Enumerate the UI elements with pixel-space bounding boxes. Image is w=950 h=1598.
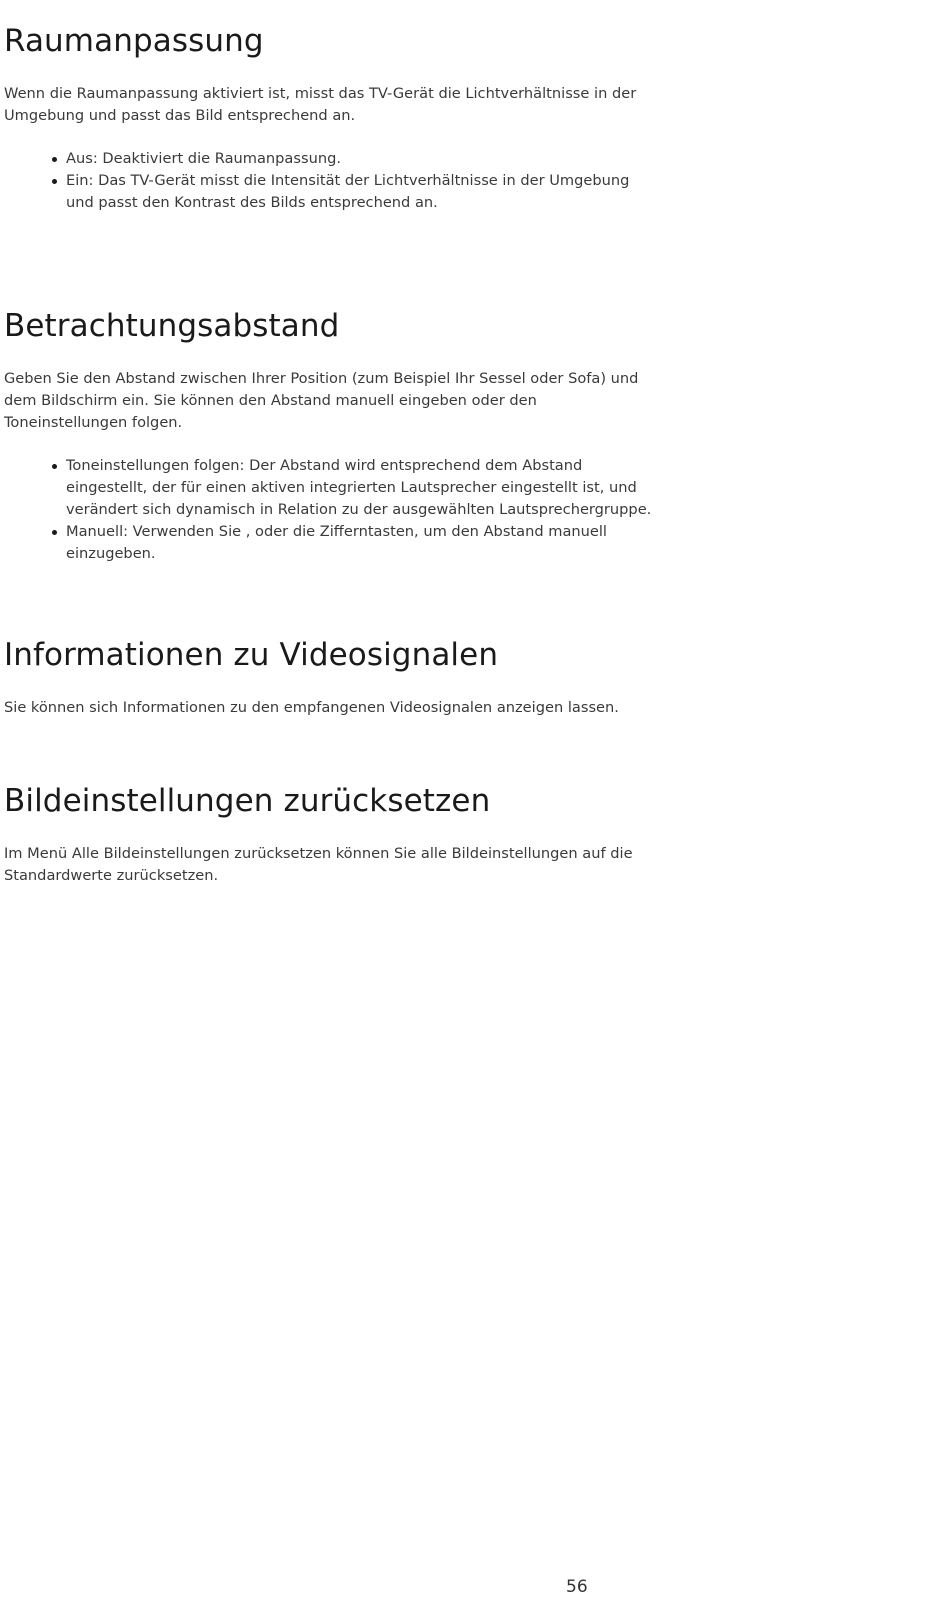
list-item: Manuell: Verwenden Sie , oder die Zifferntasten, um den Abstand manuell einzugeben. — [66, 521, 664, 565]
section-raumanpassung — [4, 22, 664, 214]
bullet-list — [4, 455, 664, 565]
section-paragraph: Wenn die Raumanpassung aktiviert ist, misst das TV-Gerät die Lichtverhältnisse in der Umgebung und passt das Bild entsprechend an. — [4, 85, 637, 124]
section-paragraph: Im Menü Alle Bildeinstellungen zurücksetzen können Sie alle Bildeinstellungen auf die Standardwerte zurücksetzen. — [4, 845, 633, 884]
list-item: Aus: Deaktiviert die Raumanpassung. — [66, 148, 664, 170]
section-bildeinstellungen-zuruecksetzen — [4, 782, 664, 887]
section-betrachtungsabstand — [4, 307, 664, 565]
section-heading: Raumanpassung — [4, 23, 264, 59]
section-heading: Bildeinstellungen zurücksetzen — [4, 783, 491, 819]
section-paragraph: Geben Sie den Abstand zwischen Ihrer Position (zum Beispiel Ihr Sessel oder Sofa) und dem Bildschirm ein. Sie können den Abstand manuell eingeben oder den Toneinstellungen folgen. — [4, 370, 639, 431]
section-heading: Betrachtungsabstand — [4, 308, 340, 344]
list-item: Toneinstellungen folgen: Der Abstand wird entsprechend dem Abstand eingestellt, der für einen aktiven integrierten Lautsprecher eingestellt ist, und verändert sich dynamisch in Relation zu der ausgewählten Lautsprechergruppe. — [66, 455, 664, 521]
page-number: 56 — [566, 1577, 588, 1597]
section-paragraph: Sie können sich Informationen zu den empfangenen Videosignalen anzeigen lassen. — [4, 699, 619, 716]
section-heading: Informationen zu Videosignalen — [4, 637, 499, 673]
list-item: Ein: Das TV-Gerät misst die Intensität der Lichtverhältnisse in der Umgebung und passt den Kontrast des Bilds entsprechend an. — [66, 170, 664, 214]
bullet-list — [4, 148, 664, 214]
section-videosignale — [4, 636, 664, 719]
